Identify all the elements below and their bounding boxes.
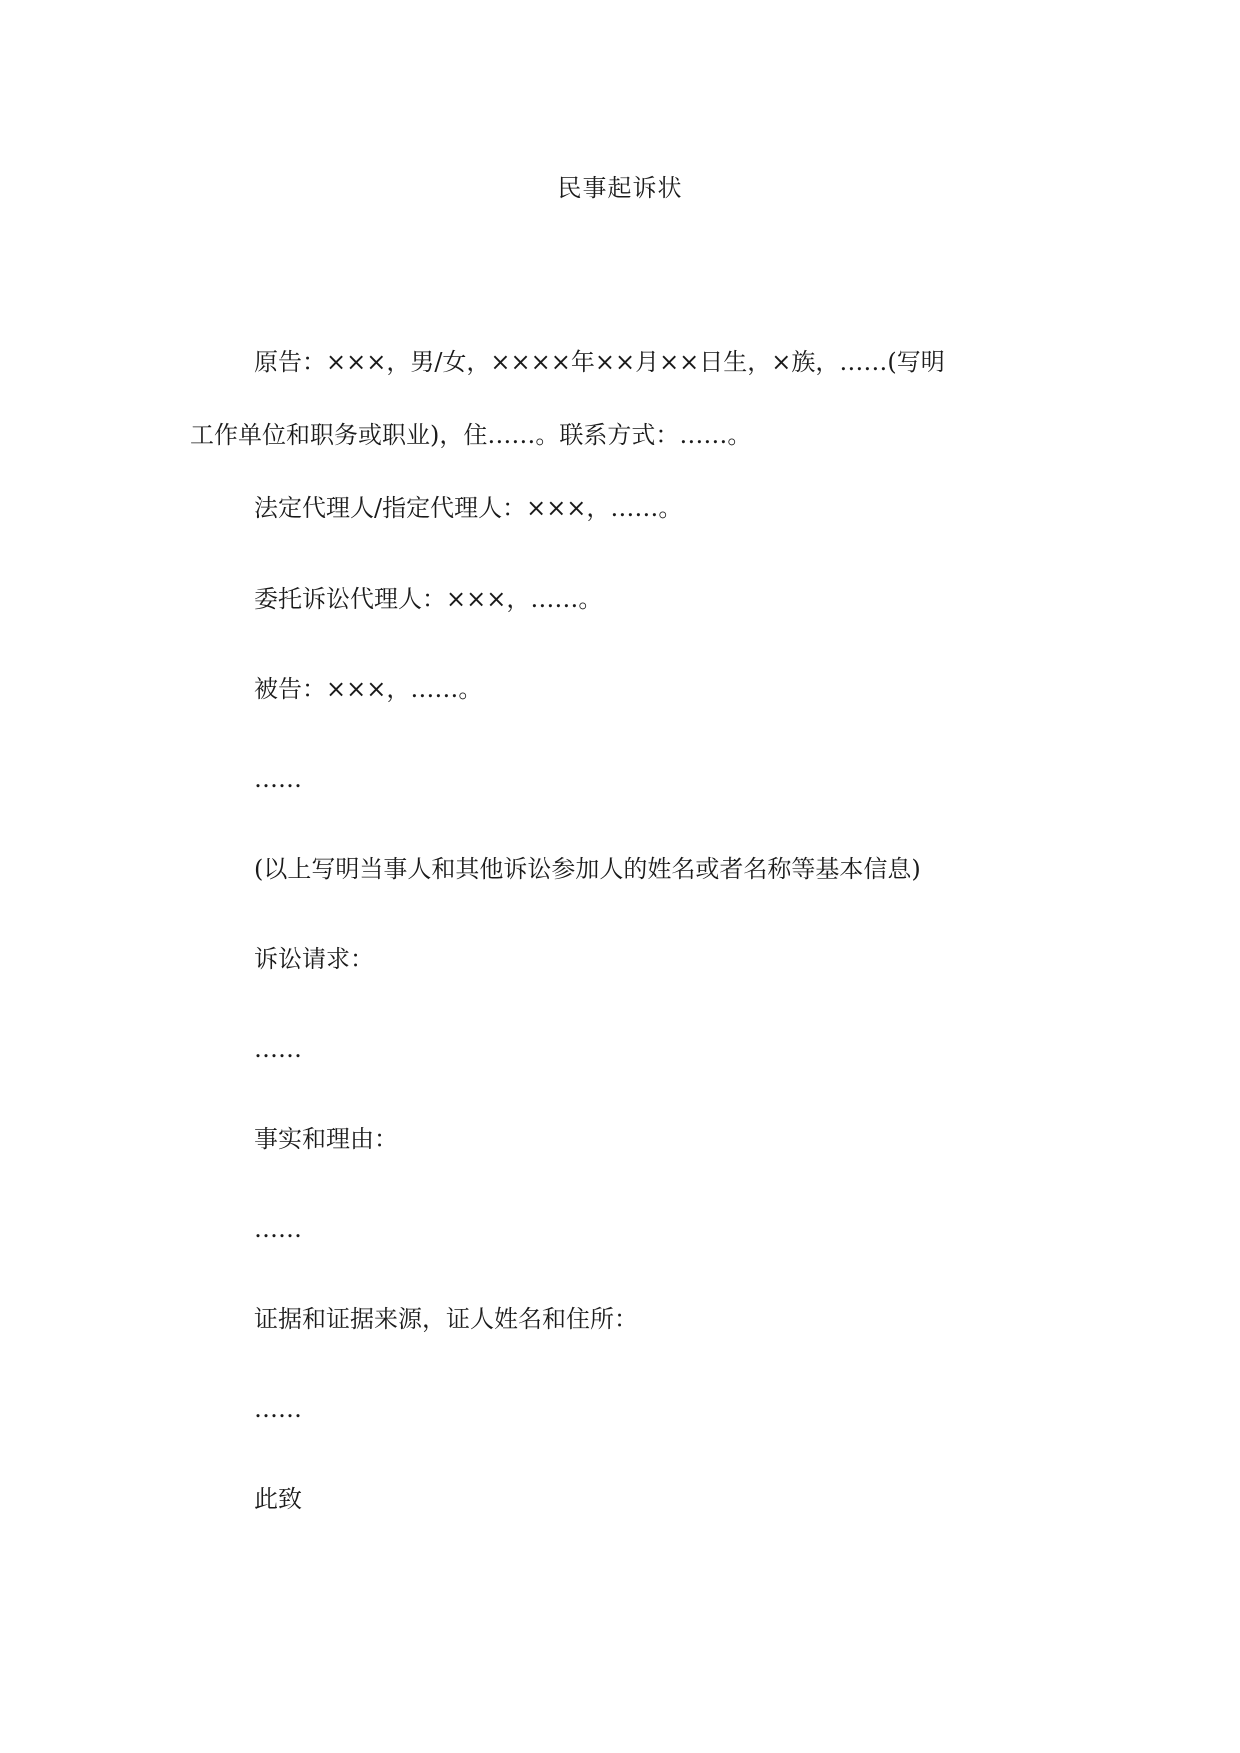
plaintiff-line-1: 原告：×××，男/女，××××年××月××日生，×族，……(写明 xyxy=(254,348,945,376)
parties-note-text: (以上写明当事人和其他诉讼参加人的姓名或者名称等基本信息) xyxy=(254,855,921,883)
parties-ellipsis-paragraph xyxy=(190,763,1040,796)
defendant-text: 被告：×××，……。 xyxy=(254,675,483,703)
evidence-content-paragraph xyxy=(190,1393,1040,1426)
claims-content: …… xyxy=(254,1035,302,1063)
facts-content: …… xyxy=(254,1215,302,1243)
evidence-content: …… xyxy=(254,1395,302,1423)
claims-heading: 诉讼请求： xyxy=(254,945,374,973)
evidence-heading: 证据和证据来源，证人姓名和住所： xyxy=(254,1305,638,1333)
closing-paragraph xyxy=(190,1483,1040,1516)
closing-text: 此致 xyxy=(254,1485,302,1513)
legal-agent-paragraph xyxy=(190,492,1040,525)
facts-heading: 事实和理由： xyxy=(254,1125,398,1153)
facts-heading-paragraph xyxy=(190,1123,1040,1156)
legal-agent-text: 法定代理人/指定代理人：×××，……。 xyxy=(254,494,683,522)
plaintiff-line-2: 工作单位和职务或职业)，住……。联系方式：……。 xyxy=(190,421,752,449)
parties-ellipsis-text: …… xyxy=(254,765,302,793)
claims-content-paragraph xyxy=(190,1033,1040,1066)
defendant-paragraph xyxy=(190,673,1040,706)
claims-heading-paragraph xyxy=(190,943,1040,976)
document-title: 民事起诉状 xyxy=(557,174,683,202)
facts-content-paragraph xyxy=(190,1213,1040,1246)
entrusted-agent-text: 委托诉讼代理人：×××，……。 xyxy=(254,585,603,613)
plaintiff-paragraph xyxy=(190,346,1040,452)
evidence-heading-paragraph xyxy=(190,1303,1040,1336)
entrusted-agent-paragraph xyxy=(190,583,1040,616)
parties-note-paragraph xyxy=(190,853,1040,886)
